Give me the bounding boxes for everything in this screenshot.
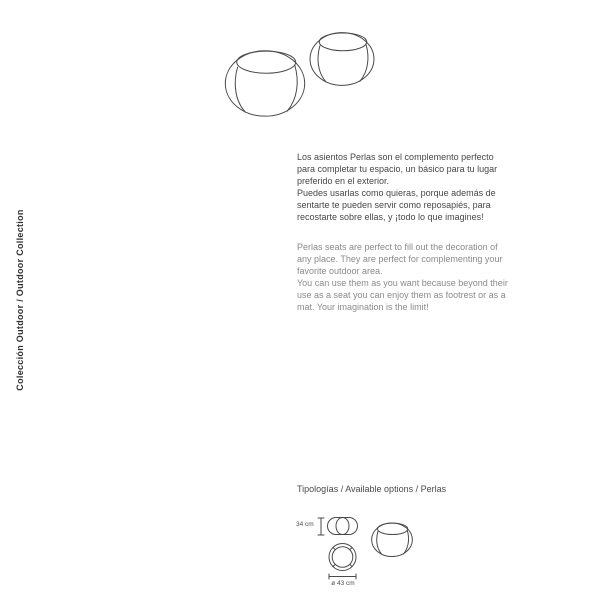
text-line: any place. They are perfect for complementing your: [297, 254, 503, 264]
text-line: recostarte sobre ellas, y ¡todo lo que imagines!: [297, 212, 484, 222]
pouf-side-view-icon: [328, 518, 358, 535]
intro-paragraph-en: [297, 241, 565, 313]
diameter-dimension-line: [329, 574, 356, 579]
height-dimension-bracket: [318, 518, 324, 535]
text-line: mat. Your imagination is the limit!: [297, 302, 429, 312]
text-line: preferido en el exterior.: [297, 176, 390, 186]
diameter-dimension-label: ø 43 cm: [331, 580, 355, 587]
pouf-small-icon: [310, 33, 374, 86]
text-line: use as a seat you can enjoy them as footrest or as a: [297, 290, 506, 300]
collection-vertical-label: Colección Outdoor / Outdoor Collection: [15, 209, 25, 391]
text-line: You can use them as you want because beyond their: [297, 278, 508, 288]
text-line: Los asientos Perlas son el complemento perfecto: [297, 152, 494, 162]
pouf-top-view-icon: [329, 544, 356, 571]
pouf-hero-illustration: [200, 20, 400, 120]
text-line: favorite outdoor area.: [297, 266, 383, 276]
pouf-large-icon: [225, 51, 304, 116]
text-line: sentarte te pueden servir como reposapiés, para: [297, 200, 491, 210]
text-line: para completar tu espacio, un básico para tu lugar: [297, 164, 498, 174]
intro-paragraph-es: [297, 151, 565, 223]
text-line: Puedes usarlas como quieras, porque además de: [297, 188, 496, 198]
height-dimension-label: 34 cm: [296, 521, 314, 528]
options-heading: Tipologías / Available options / Perlas: [297, 484, 447, 494]
pouf-3d-view-icon: [371, 520, 413, 557]
text-line: Perlas seats are perfect to fill out the decoration of: [297, 242, 498, 252]
